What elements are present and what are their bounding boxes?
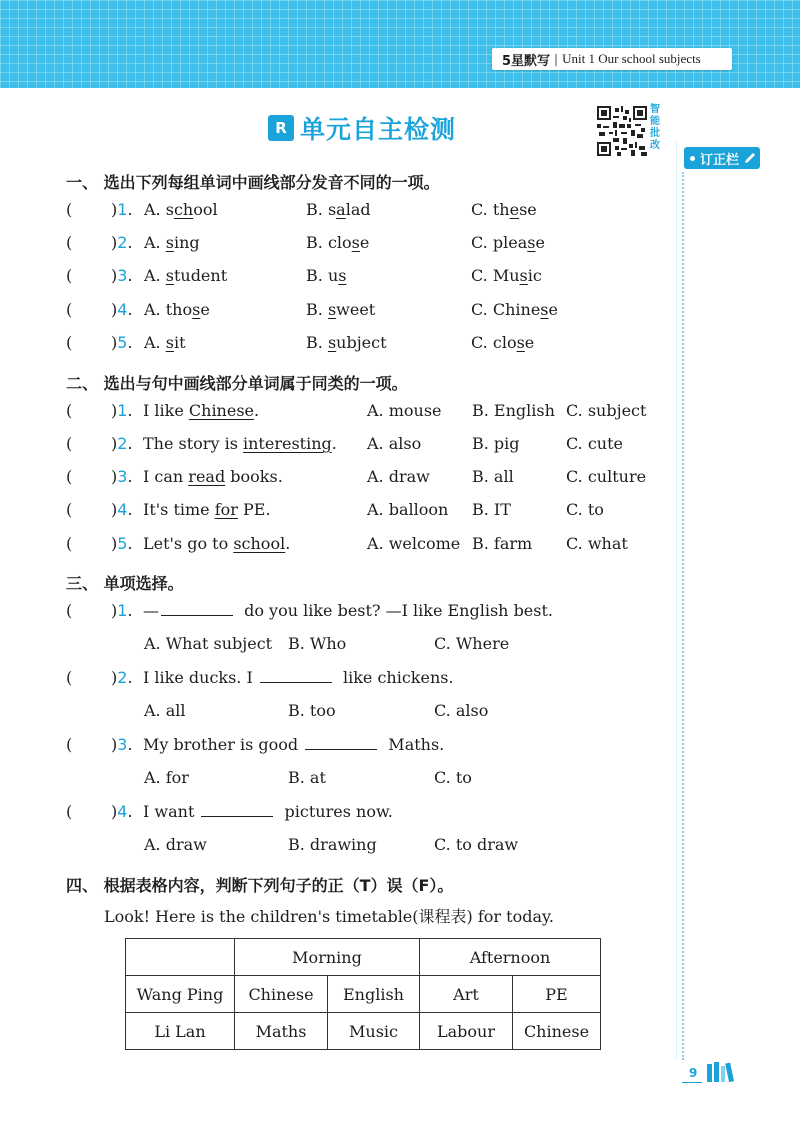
underlined-letters: a (336, 200, 346, 219)
option-c[interactable] (471, 266, 542, 285)
table-cell: Chinese (513, 1013, 601, 1050)
question-number-digit: 5 (117, 534, 128, 553)
question-number-dot: . (127, 668, 133, 687)
option-text: clo (492, 333, 517, 352)
sentence-text: . (285, 534, 291, 553)
answer-bracket[interactable]: ( (66, 668, 73, 687)
correction-column-label: 订正栏 (700, 152, 740, 168)
page-title (268, 110, 456, 146)
underlined-letters: s (351, 233, 360, 252)
answer-bracket[interactable]: ( (66, 200, 73, 219)
bracket-close: ) (111, 300, 118, 319)
question-number (111, 200, 133, 219)
question-number-digit: 2 (117, 668, 128, 687)
question-row (66, 601, 666, 625)
option-a[interactable]: A. draw (367, 467, 430, 486)
option-c[interactable]: C. to (566, 500, 604, 519)
top-banner (0, 0, 800, 88)
pencil-icon (743, 151, 757, 165)
question-number-dot: . (127, 467, 133, 486)
option-text: e (359, 233, 370, 252)
table-header-morning: Morning (235, 939, 420, 976)
sentence-text: I like ducks. I (143, 668, 258, 687)
question-number-dot: . (127, 601, 133, 620)
question-number-digit: 5 (117, 333, 128, 352)
option-c[interactable]: C. culture (566, 467, 647, 486)
table-cell: Labour (420, 1013, 513, 1050)
option-b[interactable] (306, 300, 375, 319)
option-label: A. (144, 233, 161, 252)
sentence-text: like chickens. (337, 668, 454, 687)
underlined-letters: s (327, 333, 337, 352)
bracket-close: ) (111, 467, 118, 486)
series-label: 5星默写 (502, 53, 551, 69)
answer-bracket[interactable]: ( (66, 534, 73, 553)
question-number (111, 233, 133, 252)
table-cell (126, 939, 235, 976)
option-label: B. (306, 233, 323, 252)
option-text: ool (193, 200, 218, 219)
table-row (126, 976, 601, 1013)
question-number-dot: . (127, 200, 133, 219)
option-b[interactable] (306, 266, 346, 285)
option-a[interactable] (144, 333, 186, 352)
option-text: e (200, 300, 210, 319)
option-text: ic (527, 266, 542, 285)
sentence-text: . (254, 401, 260, 420)
question-number (111, 601, 133, 620)
question-row (66, 467, 666, 491)
page-number: 9 (689, 1066, 698, 1080)
underlined-letters: s (192, 300, 201, 319)
option-text: plea (492, 233, 528, 252)
option-text: s (327, 200, 337, 219)
option-c[interactable]: C. Where (434, 634, 510, 653)
underlined-word: Chinese (188, 401, 255, 420)
sentence-text: PE. (237, 500, 271, 519)
option-b[interactable]: B. drawing (288, 835, 377, 854)
underlined-letters: s (540, 300, 549, 319)
page-number-rule (682, 1082, 702, 1083)
option-label: B. (306, 333, 323, 352)
options-row (66, 634, 666, 658)
option-b[interactable]: B. IT (472, 500, 511, 519)
sentence-text: The story is (143, 434, 243, 453)
question-number-digit: 3 (117, 266, 128, 285)
option-c[interactable]: C. cute (566, 434, 624, 453)
question-number-dot: . (127, 534, 133, 553)
bullet-icon (690, 156, 695, 161)
option-a[interactable]: A. welcome (367, 534, 461, 553)
options-row (66, 768, 666, 792)
option-text: Mu (492, 266, 520, 285)
sentence-text: It's time (143, 500, 215, 519)
table-cell: Art (420, 976, 513, 1013)
question-sentence (143, 434, 337, 453)
question-number-digit: 4 (117, 802, 128, 821)
question-number-dot: . (127, 233, 133, 252)
option-text: th (492, 200, 510, 219)
option-c[interactable] (471, 200, 537, 219)
question-number-dot: . (127, 401, 133, 420)
option-label: A. (144, 333, 161, 352)
sentence-text: I want (143, 802, 200, 821)
question-number (111, 735, 133, 754)
question-number-dot: . (127, 300, 133, 319)
option-b[interactable]: B. English (472, 401, 555, 420)
margin-divider (676, 140, 677, 1060)
option-label: B. (306, 200, 323, 219)
section4-heading: 四、 根据表格内容，判断下列句子的正（T）误（F）。 (66, 876, 454, 895)
answer-bracket[interactable]: ( (66, 333, 73, 352)
bracket-close: ) (111, 266, 118, 285)
bracket-close: ) (111, 401, 118, 420)
question-number (111, 534, 133, 553)
question-sentence (143, 668, 454, 687)
answer-blank[interactable] (305, 735, 377, 750)
option-label: C. (471, 233, 488, 252)
sentence-text: I like (143, 401, 189, 420)
bracket-close: ) (111, 333, 118, 352)
question-row (66, 233, 666, 257)
option-a[interactable] (144, 233, 200, 252)
question-number-digit: 1 (117, 601, 128, 620)
answer-bracket[interactable]: ( (66, 802, 73, 821)
sentence-text: pictures now. (279, 802, 393, 821)
option-a[interactable] (144, 300, 210, 319)
bracket-close: ) (111, 668, 118, 687)
option-text: se (519, 200, 537, 219)
sentence-text: do you like best? —I like English best. (239, 601, 553, 620)
question-row (66, 401, 666, 425)
sentence-text: . (331, 434, 337, 453)
table-cell: Li Lan (126, 1013, 235, 1050)
bracket-close: ) (111, 233, 118, 252)
question-sentence (143, 500, 271, 519)
section3-heading: 三、 单项选择。 (66, 574, 184, 593)
question-number-dot: . (127, 434, 133, 453)
option-label: A. (144, 200, 161, 219)
options-row (66, 835, 666, 859)
question-sentence (143, 601, 553, 620)
question-number (111, 802, 133, 821)
sentence-text: I can (143, 467, 189, 486)
answer-blank[interactable] (260, 668, 332, 683)
sentence-text: books. (225, 467, 283, 486)
question-row (66, 266, 666, 290)
question-number-dot: . (127, 266, 133, 285)
bracket-close: ) (111, 200, 118, 219)
option-text: Chine (492, 300, 541, 319)
bracket-close: ) (111, 500, 118, 519)
question-row (66, 434, 666, 458)
question-number-dot: . (127, 333, 133, 352)
option-b[interactable]: B. all (472, 467, 514, 486)
sentence-text: My brother is good (143, 735, 304, 754)
question-number-dot: . (127, 500, 133, 519)
answer-blank[interactable] (201, 802, 273, 817)
answer-bracket[interactable]: ( (66, 735, 73, 754)
options-row (66, 701, 666, 725)
underlined-letters: e (509, 200, 520, 219)
option-text: e (535, 233, 545, 252)
section2-heading: 二、 选出与句中画线部分单词属于同类的一项。 (66, 374, 408, 393)
answer-bracket[interactable]: ( (66, 233, 73, 252)
table-cell: Maths (235, 1013, 328, 1050)
option-b[interactable]: B. Who (288, 634, 347, 653)
option-label: C. (471, 200, 488, 219)
option-a[interactable]: A. What subject (144, 634, 273, 653)
qr-code-icon[interactable] (597, 106, 647, 156)
answer-bracket[interactable]: ( (66, 401, 73, 420)
question-number-digit: 1 (117, 200, 128, 219)
answer-bracket[interactable]: ( (66, 300, 73, 319)
option-b[interactable] (306, 233, 369, 252)
table-cell: Wang Ping (126, 976, 235, 1013)
question-number-digit: 3 (117, 467, 128, 486)
option-c[interactable]: C. also (434, 701, 489, 720)
qr-label: 智能批改 (650, 104, 660, 151)
question-row (66, 500, 666, 524)
table-cell: PE (513, 976, 601, 1013)
option-c[interactable] (471, 333, 534, 352)
timetable (125, 938, 601, 1050)
underlined-letters: s (165, 333, 174, 352)
bracket-close: ) (111, 434, 118, 453)
books-icon (706, 1060, 738, 1082)
question-number (111, 467, 133, 486)
question-number-digit: 4 (117, 500, 128, 519)
underlined-letters: s (165, 233, 174, 252)
header-tag (492, 48, 732, 70)
underlined-word: interesting (243, 434, 332, 453)
option-text: s (165, 200, 174, 219)
option-label: A. (144, 266, 161, 285)
underlined-letters: ch (173, 200, 194, 219)
option-text: e (524, 333, 535, 352)
question-sentence (143, 401, 259, 420)
option-c[interactable] (471, 233, 545, 252)
unit-label: Unit 1 Our school subjects (562, 51, 701, 66)
answer-bracket[interactable]: ( (66, 467, 73, 486)
sentence-text: Let's go to (143, 534, 234, 553)
option-b[interactable]: B. farm (472, 534, 533, 553)
correction-column-tab (684, 147, 760, 169)
option-text: tudent (173, 266, 228, 285)
question-number (111, 401, 133, 420)
answer-bracket[interactable]: ( (66, 601, 73, 620)
question-sentence (143, 735, 444, 754)
question-number (111, 500, 133, 519)
answer-blank[interactable] (161, 601, 233, 616)
answer-bracket[interactable]: ( (66, 500, 73, 519)
option-text: lad (345, 200, 371, 219)
question-number-digit: 2 (117, 434, 128, 453)
question-sentence (143, 802, 393, 821)
question-row (66, 200, 666, 224)
correction-column-line (682, 172, 684, 1060)
underlined-word: for (214, 500, 238, 519)
bracket-close: ) (111, 802, 118, 821)
option-text: tho (165, 300, 193, 319)
question-row (66, 300, 666, 324)
section1-heading: 一、 选出下列每组单词中画线部分发音不同的一项。 (66, 173, 440, 192)
option-a[interactable]: A. for (144, 768, 189, 787)
table-header-afternoon: Afternoon (420, 939, 601, 976)
option-b[interactable]: B. pig (472, 434, 520, 453)
underlined-letters: s (327, 300, 337, 319)
bracket-close: ) (111, 735, 118, 754)
question-number-digit: 1 (117, 401, 128, 420)
underlined-letters: s (527, 233, 536, 252)
question-number (111, 300, 133, 319)
page-title-text: 单元自主检测 (300, 115, 457, 144)
option-label: A. (144, 300, 161, 319)
question-row (66, 802, 666, 826)
sentence-text: Maths. (383, 735, 445, 754)
question-number-dot: . (127, 735, 133, 754)
table-row (126, 1013, 601, 1050)
question-number-dot: . (127, 802, 133, 821)
option-a[interactable]: A. all (144, 701, 186, 720)
question-number-digit: 2 (117, 233, 128, 252)
option-label: C. (471, 300, 488, 319)
option-text: it (173, 333, 186, 352)
option-text: ing (173, 233, 200, 252)
question-number-digit: 3 (117, 735, 128, 754)
option-label: C. (471, 333, 488, 352)
option-text: weet (336, 300, 376, 319)
timetable-intro: Look! Here is the children's timetable(课程表) for today. (104, 907, 554, 926)
option-a[interactable]: A. mouse (367, 401, 442, 420)
option-b[interactable]: B. at (288, 768, 326, 787)
sentence-text: — (143, 601, 159, 620)
option-text: u (327, 266, 339, 285)
underlined-letters: s (165, 266, 174, 285)
question-number (111, 333, 133, 352)
option-label: B. (306, 266, 323, 285)
question-sentence (143, 534, 290, 553)
question-number-digit: 4 (117, 300, 128, 319)
option-c[interactable]: C. subject (566, 401, 647, 420)
option-a[interactable]: A. balloon (367, 500, 449, 519)
option-c[interactable]: C. what (566, 534, 628, 553)
table-cell: Music (328, 1013, 420, 1050)
question-number (111, 434, 133, 453)
option-text: e (548, 300, 558, 319)
question-number (111, 266, 133, 285)
question-number (111, 668, 133, 687)
underlined-letters: s (519, 266, 528, 285)
underlined-word: read (188, 467, 226, 486)
question-sentence (143, 467, 283, 486)
option-a[interactable]: A. also (367, 434, 422, 453)
option-label: B. (306, 300, 323, 319)
option-label: C. (471, 266, 488, 285)
header-separator: | (554, 52, 559, 66)
bracket-close: ) (111, 534, 118, 553)
option-a[interactable] (144, 200, 218, 219)
option-c[interactable] (471, 300, 558, 319)
bracket-close: ) (111, 601, 118, 620)
answer-bracket[interactable]: ( (66, 266, 73, 285)
underlined-letters: s (516, 333, 525, 352)
underlined-letters: s (338, 266, 347, 285)
underlined-word: school (233, 534, 286, 553)
option-a[interactable]: A. draw (144, 835, 207, 854)
question-row (66, 735, 666, 759)
option-b[interactable] (306, 200, 371, 219)
option-b[interactable]: B. too (288, 701, 336, 720)
table-cell: English (328, 976, 420, 1013)
option-b[interactable] (306, 333, 387, 352)
title-logo-icon: R (268, 115, 294, 141)
option-c[interactable]: C. to (434, 768, 472, 787)
question-row (66, 668, 666, 692)
option-text: clo (327, 233, 352, 252)
answer-bracket[interactable]: ( (66, 434, 73, 453)
option-a[interactable] (144, 266, 227, 285)
option-text: ubject (336, 333, 387, 352)
table-cell: Chinese (235, 976, 328, 1013)
option-c[interactable]: C. to draw (434, 835, 519, 854)
question-row (66, 534, 666, 558)
table-row (126, 939, 601, 976)
question-row (66, 333, 666, 357)
